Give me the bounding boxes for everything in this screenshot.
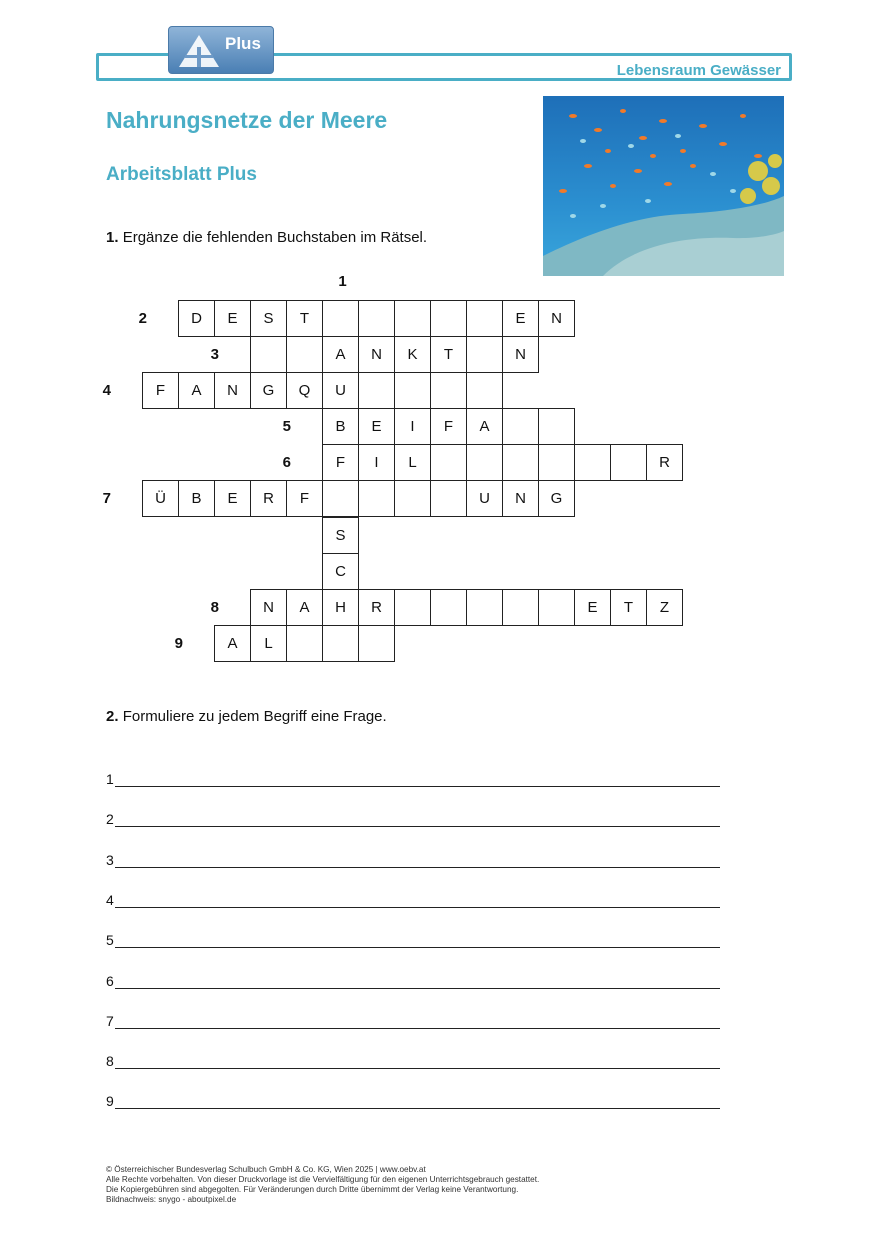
answer-line[interactable] <box>106 928 720 948</box>
answer-line-number: 1 <box>106 771 114 787</box>
answer-line[interactable] <box>106 969 720 989</box>
crossword-cell[interactable] <box>466 300 503 337</box>
crossword-cell[interactable] <box>394 300 431 337</box>
crossword-cell[interactable]: Ü <box>142 480 179 517</box>
crossword-row-number: 9 <box>174 635 183 652</box>
crossword-cell[interactable]: E <box>502 300 539 337</box>
answer-line-rule[interactable] <box>115 1013 720 1029</box>
answer-line-rule[interactable] <box>115 771 720 787</box>
answer-line-number: 2 <box>106 811 114 828</box>
answer-line[interactable] <box>106 807 720 827</box>
crossword-cell[interactable] <box>466 372 503 409</box>
crossword-cell[interactable]: T <box>430 336 467 373</box>
crossword-cell[interactable]: K <box>394 336 431 373</box>
crossword-cell[interactable]: B <box>322 408 359 445</box>
crossword-cell[interactable]: T <box>610 589 647 626</box>
crossword-cell[interactable] <box>394 589 431 626</box>
crossword-cell[interactable]: D <box>178 300 215 337</box>
crossword-cell[interactable]: T <box>286 300 323 337</box>
crossword-cell[interactable]: S <box>250 300 287 337</box>
crossword-cell[interactable]: H <box>322 589 359 626</box>
triangle-logo-icon <box>177 33 221 69</box>
crossword-cell[interactable] <box>430 480 467 517</box>
answer-line-number: 4 <box>106 891 114 908</box>
crossword-cell[interactable]: N <box>502 336 539 373</box>
crossword-cell[interactable]: R <box>250 480 287 517</box>
answer-line[interactable] <box>106 848 720 868</box>
crossword-cell[interactable] <box>466 589 503 626</box>
answer-line[interactable] <box>106 888 720 908</box>
crossword-cell[interactable] <box>394 480 431 517</box>
crossword-cell[interactable]: A <box>214 625 251 662</box>
answer-line-rule[interactable] <box>115 1093 720 1109</box>
crossword-cell[interactable] <box>538 589 575 626</box>
footer-rights: Alle Rechte vorbehalten. Von dieser Druckvorlage ist die Vervielfältigung für den eigenen Unterrichtsgebrauch gestattet. <box>106 1175 540 1184</box>
answer-line[interactable] <box>106 1089 720 1109</box>
answer-line-number: 8 <box>106 1053 114 1070</box>
crossword-cell[interactable] <box>286 336 323 373</box>
answer-line-number: 3 <box>106 851 114 868</box>
crossword-cell[interactable]: G <box>250 372 287 409</box>
answer-line[interactable] <box>106 767 720 787</box>
crossword-cell[interactable]: E <box>214 300 251 337</box>
answer-line-rule[interactable] <box>115 852 720 868</box>
crossword-cell[interactable] <box>430 300 467 337</box>
section-title: Lebensraum Gewässer <box>616 62 781 79</box>
coral-reef-photo <box>543 96 784 276</box>
crossword-cell[interactable] <box>322 625 359 662</box>
crossword-cell[interactable] <box>466 336 503 373</box>
crossword-cell[interactable]: N <box>538 300 575 337</box>
logo-text: Plus <box>225 34 261 53</box>
crossword-row-number: 5 <box>282 418 291 435</box>
crossword-cell[interactable]: R <box>358 589 395 626</box>
crossword-cell[interactable] <box>610 444 647 481</box>
crossword-row-number: 6 <box>282 454 291 471</box>
crossword-cell[interactable]: S <box>322 517 359 554</box>
crossword-clue-1: 1 <box>338 273 347 290</box>
crossword-cell[interactable]: R <box>646 444 683 481</box>
task-1 <box>106 229 427 246</box>
crossword-cell[interactable]: N <box>250 589 287 626</box>
answer-line[interactable] <box>106 1049 720 1069</box>
crossword-cell[interactable]: N <box>358 336 395 373</box>
crossword-cell[interactable] <box>250 336 287 373</box>
crossword-cell[interactable] <box>322 300 359 337</box>
crossword-cell[interactable]: F <box>286 480 323 517</box>
crossword-cell[interactable]: E <box>214 480 251 517</box>
crossword-cell[interactable]: Z <box>646 589 683 626</box>
crossword-cell[interactable]: L <box>250 625 287 662</box>
answer-line-number: 7 <box>106 1012 114 1029</box>
answer-line-rule[interactable] <box>115 932 720 948</box>
crossword-cell[interactable]: L <box>394 444 431 481</box>
answer-line[interactable] <box>106 1009 720 1029</box>
answer-line-number: 6 <box>106 972 114 989</box>
crossword-cell[interactable] <box>430 444 467 481</box>
crossword-cell[interactable]: E <box>574 589 611 626</box>
task-2-text: Formuliere zu jedem Begriff eine Frage. <box>122 708 387 725</box>
crossword-cell[interactable] <box>502 444 539 481</box>
crossword-cell[interactable] <box>538 444 575 481</box>
footer-image-credit: Bildnachweis: snygo - aboutpixel.de <box>106 1195 237 1204</box>
crossword-cell[interactable] <box>322 480 359 517</box>
crossword-cell[interactable] <box>430 372 467 409</box>
crossword-row-number: 8 <box>210 599 219 616</box>
task-1-number: 1. <box>106 229 119 246</box>
answer-line-rule[interactable] <box>115 1053 720 1069</box>
crossword-cell[interactable]: A <box>322 336 359 373</box>
crossword-cell[interactable]: F <box>322 444 359 481</box>
answer-line-rule[interactable] <box>115 892 720 908</box>
crossword-cell[interactable]: I <box>358 444 395 481</box>
crossword-cell[interactable] <box>430 589 467 626</box>
crossword-cell[interactable] <box>358 372 395 409</box>
crossword-row-number: 7 <box>102 490 111 507</box>
crossword-cell[interactable]: F <box>430 408 467 445</box>
crossword-cell[interactable]: U <box>322 372 359 409</box>
crossword-cell[interactable]: G <box>538 480 575 517</box>
task-1-text: Ergänze die fehlenden Buchstaben im Rätsel. <box>122 229 428 246</box>
crossword-cell[interactable] <box>502 589 539 626</box>
crossword-cell[interactable]: A <box>178 372 215 409</box>
crossword-cell[interactable] <box>538 408 575 445</box>
task-2 <box>106 708 387 725</box>
page-title: Nahrungsnetze der Meere <box>106 107 388 133</box>
crossword-cell[interactable] <box>358 625 395 662</box>
crossword-row-number: 2 <box>138 310 147 327</box>
crossword-cell[interactable]: N <box>214 372 251 409</box>
answer-line-rule[interactable] <box>115 973 720 989</box>
crossword-cell[interactable]: U <box>466 480 503 517</box>
crossword-cell[interactable]: F <box>142 372 179 409</box>
footer <box>106 1165 539 1205</box>
crossword-cell[interactable] <box>466 444 503 481</box>
crossword-cell[interactable] <box>574 444 611 481</box>
crossword-cell[interactable] <box>358 480 395 517</box>
publisher-logo <box>168 26 274 74</box>
crossword-cell[interactable]: E <box>358 408 395 445</box>
crossword-cell[interactable] <box>394 372 431 409</box>
crossword-cell[interactable]: I <box>394 408 431 445</box>
footer-fees: Die Kopiergebühren sind abgegolten. Für Veränderungen durch Dritte übernimmt der Verlag keine Verantwortung. <box>106 1185 519 1194</box>
page-subtitle: Arbeitsblatt Plus <box>106 164 257 185</box>
crossword-cell[interactable] <box>358 300 395 337</box>
crossword-row-number: 4 <box>102 382 111 399</box>
crossword-cell[interactable] <box>286 625 323 662</box>
task-2-number: 2. <box>106 708 119 725</box>
answer-line-number: 5 <box>106 932 114 949</box>
crossword-cell[interactable] <box>502 408 539 445</box>
crossword-row-number: 3 <box>210 346 219 363</box>
crossword-cell[interactable]: B <box>178 480 215 517</box>
answer-line-rule[interactable] <box>115 811 720 827</box>
crossword-cell[interactable]: A <box>466 408 503 445</box>
crossword-cell[interactable]: C <box>322 553 359 590</box>
crossword-cell[interactable]: N <box>502 480 539 517</box>
answer-line-number: 9 <box>106 1093 114 1110</box>
crossword-cell[interactable]: Q <box>286 372 323 409</box>
footer-copyright: © Österreichischer Bundesverlag Schulbuch GmbH & Co. KG, Wien 2025 | www.oebv.at <box>106 1165 426 1174</box>
crossword-cell[interactable]: A <box>286 589 323 626</box>
